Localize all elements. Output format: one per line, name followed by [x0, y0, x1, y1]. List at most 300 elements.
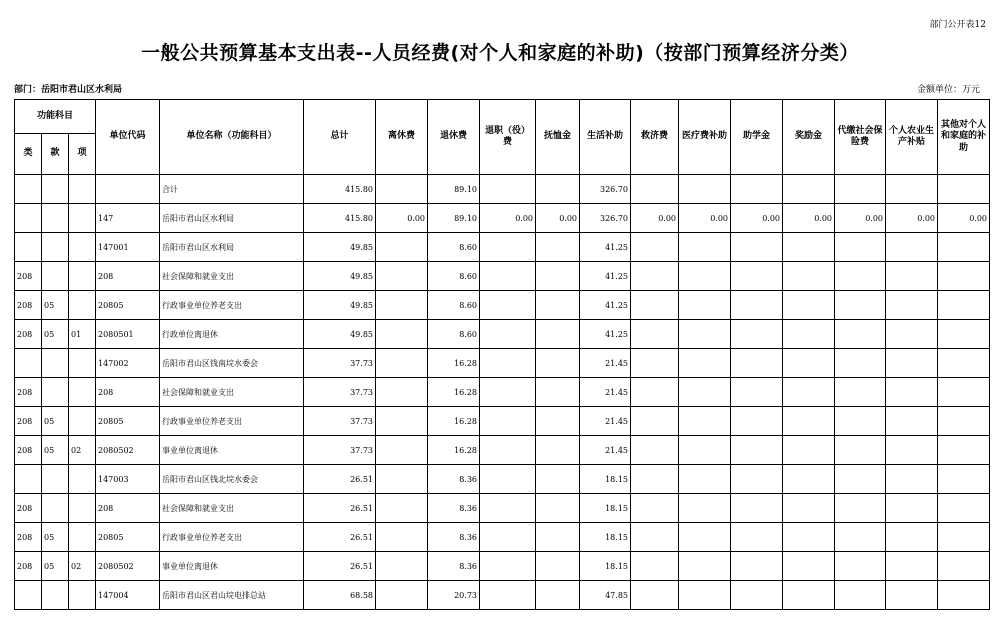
- cell-daijiao: [835, 349, 886, 378]
- cell-xiang: [69, 349, 96, 378]
- cell-qita: [938, 552, 990, 581]
- cell-xiang: 01: [69, 320, 96, 349]
- cell-lei: [15, 233, 42, 262]
- table-row: [15, 523, 990, 552]
- cell-yiliao: [679, 494, 731, 523]
- cell-total: 26.51: [304, 523, 376, 552]
- cell-xiang: [69, 291, 96, 320]
- cell-daijiao: [835, 175, 886, 204]
- cell-shenghuo: 18.15: [580, 552, 631, 581]
- cell-shenghuo: 326.70: [580, 175, 631, 204]
- header-daijiao: 代缴社会保险费: [835, 100, 886, 175]
- cell-lei: 208: [15, 320, 42, 349]
- header-nongye: 个人农业生产补贴: [886, 100, 938, 175]
- table-row: [15, 465, 990, 494]
- cell-qita: [938, 320, 990, 349]
- cell-tuixiu: 8.36: [428, 494, 480, 523]
- cell-fuxu: [536, 233, 580, 262]
- cell-lixiu: [376, 407, 428, 436]
- cell-lei: 208: [15, 552, 42, 581]
- cell-tuizhi: [480, 262, 536, 291]
- cell-tuixiu: 8.36: [428, 523, 480, 552]
- cell-name: 岳阳市君山区水利局: [160, 233, 304, 262]
- cell-kuan: [42, 262, 69, 291]
- cell-nongye: 0.00: [886, 204, 938, 233]
- cell-shenghuo: 41.25: [580, 233, 631, 262]
- cell-jiuji: 0.00: [631, 204, 679, 233]
- cell-fuxu: [536, 523, 580, 552]
- cell-tuizhi: 0.00: [480, 204, 536, 233]
- cell-lixiu: [376, 436, 428, 465]
- cell-total: 415.80: [304, 204, 376, 233]
- cell-yiliao: [679, 552, 731, 581]
- cell-total: 49.85: [304, 262, 376, 291]
- cell-xiang: [69, 407, 96, 436]
- cell-code: 208: [96, 494, 160, 523]
- cell-kuan: [42, 175, 69, 204]
- cell-zhuxue: [731, 552, 783, 581]
- cell-name: 社会保障和就业支出: [160, 378, 304, 407]
- cell-daijiao: [835, 378, 886, 407]
- cell-name: 行政事业单位养老支出: [160, 407, 304, 436]
- cell-total: 37.73: [304, 436, 376, 465]
- cell-yiliao: 0.00: [679, 204, 731, 233]
- table-row: [15, 291, 990, 320]
- cell-tuixiu: 16.28: [428, 378, 480, 407]
- cell-jiangli: [783, 552, 835, 581]
- cell-daijiao: [835, 320, 886, 349]
- cell-tuizhi: [480, 407, 536, 436]
- cell-code: 147002: [96, 349, 160, 378]
- cell-zhuxue: 0.00: [731, 204, 783, 233]
- cell-jiuji: [631, 523, 679, 552]
- cell-fuxu: [536, 581, 580, 610]
- cell-lei: [15, 581, 42, 610]
- cell-name: 行政单位离退休: [160, 320, 304, 349]
- cell-code: 147004: [96, 581, 160, 610]
- cell-jiuji: [631, 175, 679, 204]
- cell-jiuji: [631, 378, 679, 407]
- cell-nongye: [886, 465, 938, 494]
- cell-name: 行政事业单位养老支出: [160, 523, 304, 552]
- cell-xiang: [69, 204, 96, 233]
- cell-jiuji: [631, 320, 679, 349]
- cell-daijiao: [835, 407, 886, 436]
- cell-code: 2080502: [96, 436, 160, 465]
- cell-name: 合计: [160, 175, 304, 204]
- cell-tuizhi: [480, 291, 536, 320]
- header-kuan: 款: [42, 134, 69, 175]
- cell-jiuji: [631, 233, 679, 262]
- header-shenghuo: 生活补助: [580, 100, 631, 175]
- cell-shenghuo: 326.70: [580, 204, 631, 233]
- cell-jiangli: [783, 349, 835, 378]
- cell-jiangli: [783, 494, 835, 523]
- cell-daijiao: [835, 436, 886, 465]
- cell-yiliao: [679, 436, 731, 465]
- cell-fuxu: [536, 552, 580, 581]
- cell-qita: [938, 175, 990, 204]
- cell-nongye: [886, 436, 938, 465]
- cell-nongye: [886, 581, 938, 610]
- table-row: [15, 552, 990, 581]
- cell-qita: [938, 465, 990, 494]
- expenditure-table: [14, 99, 990, 610]
- page-title: 一般公共预算基本支出表--人员经费(对个人和家庭的补助)（按部门预算经济分类）: [141, 42, 859, 64]
- cell-lixiu: [376, 523, 428, 552]
- cell-qita: [938, 407, 990, 436]
- cell-shenghuo: 18.15: [580, 494, 631, 523]
- cell-name: 社会保障和就业支出: [160, 494, 304, 523]
- cell-lixiu: [376, 581, 428, 610]
- header-lei: 类: [15, 134, 42, 175]
- cell-jiangli: [783, 262, 835, 291]
- header-yiliao: 医疗费补助: [679, 100, 731, 175]
- cell-nongye: [886, 233, 938, 262]
- cell-kuan: 05: [42, 523, 69, 552]
- cell-name: 岳阳市君山区水利局: [160, 204, 304, 233]
- cell-fuxu: [536, 262, 580, 291]
- cell-qita: [938, 581, 990, 610]
- cell-code: 208: [96, 262, 160, 291]
- cell-jiangli: [783, 320, 835, 349]
- cell-xiang: [69, 262, 96, 291]
- cell-zhuxue: [731, 465, 783, 494]
- cell-lixiu: [376, 349, 428, 378]
- header-unit-code: 单位代码: [96, 100, 160, 175]
- cell-total: 37.73: [304, 349, 376, 378]
- cell-tuixiu: 8.36: [428, 552, 480, 581]
- cell-yiliao: [679, 523, 731, 552]
- cell-xiang: [69, 494, 96, 523]
- cell-tuizhi: [480, 233, 536, 262]
- cell-zhuxue: [731, 262, 783, 291]
- cell-jiuji: [631, 552, 679, 581]
- cell-fuxu: [536, 349, 580, 378]
- cell-tuizhi: [480, 175, 536, 204]
- cell-zhuxue: [731, 175, 783, 204]
- cell-kuan: [42, 465, 69, 494]
- cell-total: 68.58: [304, 581, 376, 610]
- cell-shenghuo: 21.45: [580, 378, 631, 407]
- cell-total: 26.51: [304, 465, 376, 494]
- cell-nongye: [886, 523, 938, 552]
- cell-code: 147001: [96, 233, 160, 262]
- cell-lei: 208: [15, 436, 42, 465]
- cell-qita: [938, 291, 990, 320]
- cell-nongye: [886, 262, 938, 291]
- cell-tuizhi: [480, 552, 536, 581]
- cell-zhuxue: [731, 291, 783, 320]
- cell-zhuxue: [731, 407, 783, 436]
- cell-name: 岳阳市君山区君山垸电排总站: [160, 581, 304, 610]
- header-total: 总计: [304, 100, 376, 175]
- cell-fuxu: [536, 291, 580, 320]
- table-row: [15, 494, 990, 523]
- cell-daijiao: [835, 465, 886, 494]
- table-row: [15, 581, 990, 610]
- cell-jiuji: [631, 581, 679, 610]
- cell-jiuji: [631, 494, 679, 523]
- cell-lei: [15, 175, 42, 204]
- cell-fuxu: 0.00: [536, 204, 580, 233]
- cell-lixiu: [376, 320, 428, 349]
- cell-shenghuo: 18.15: [580, 465, 631, 494]
- cell-lixiu: [376, 465, 428, 494]
- cell-nongye: [886, 320, 938, 349]
- cell-tuixiu: 16.28: [428, 407, 480, 436]
- cell-fuxu: [536, 175, 580, 204]
- cell-total: 49.85: [304, 320, 376, 349]
- table-row: [15, 204, 990, 233]
- cell-jiuji: [631, 291, 679, 320]
- cell-kuan: 05: [42, 291, 69, 320]
- cell-qita: [938, 523, 990, 552]
- cell-shenghuo: 47.85: [580, 581, 631, 610]
- cell-qita: [938, 262, 990, 291]
- cell-lei: 208: [15, 262, 42, 291]
- cell-daijiao: [835, 523, 886, 552]
- cell-tuizhi: [480, 465, 536, 494]
- cell-lei: 208: [15, 378, 42, 407]
- cell-nongye: [886, 494, 938, 523]
- cell-tuixiu: 8.60: [428, 262, 480, 291]
- cell-jiangli: [783, 465, 835, 494]
- form-number: 部门公开表12: [929, 20, 986, 30]
- cell-total: 26.51: [304, 552, 376, 581]
- table-row: [15, 175, 990, 204]
- cell-jiangli: [783, 436, 835, 465]
- cell-jiangli: [783, 291, 835, 320]
- cell-zhuxue: [731, 320, 783, 349]
- cell-yiliao: [679, 291, 731, 320]
- cell-nongye: [886, 291, 938, 320]
- cell-daijiao: [835, 494, 886, 523]
- cell-yiliao: [679, 349, 731, 378]
- cell-jiuji: [631, 465, 679, 494]
- cell-tuixiu: 89.10: [428, 204, 480, 233]
- cell-tuixiu: 8.60: [428, 233, 480, 262]
- cell-zhuxue: [731, 233, 783, 262]
- unit-label: 金额单位：万元: [916, 85, 980, 95]
- cell-lixiu: [376, 175, 428, 204]
- cell-jiuji: [631, 262, 679, 291]
- cell-total: 37.73: [304, 407, 376, 436]
- cell-zhuxue: [731, 494, 783, 523]
- table-row: [15, 349, 990, 378]
- header-jiangli: 奖励金: [783, 100, 835, 175]
- cell-kuan: 05: [42, 320, 69, 349]
- cell-zhuxue: [731, 378, 783, 407]
- cell-fuxu: [536, 494, 580, 523]
- cell-qita: [938, 349, 990, 378]
- cell-tuizhi: [480, 436, 536, 465]
- cell-kuan: [42, 204, 69, 233]
- cell-lixiu: 0.00: [376, 204, 428, 233]
- cell-code: 2080501: [96, 320, 160, 349]
- cell-tuixiu: 16.28: [428, 436, 480, 465]
- department-label: 部门：岳阳市君山区水利局: [14, 85, 123, 95]
- cell-zhuxue: [731, 349, 783, 378]
- cell-lixiu: [376, 552, 428, 581]
- cell-code: 20805: [96, 407, 160, 436]
- cell-name: 事业单位离退休: [160, 436, 304, 465]
- cell-fuxu: [536, 407, 580, 436]
- cell-nongye: [886, 349, 938, 378]
- cell-jiuji: [631, 407, 679, 436]
- cell-lei: [15, 465, 42, 494]
- cell-daijiao: [835, 291, 886, 320]
- cell-xiang: [69, 581, 96, 610]
- cell-total: 49.85: [304, 291, 376, 320]
- cell-xiang: [69, 523, 96, 552]
- cell-jiangli: [783, 407, 835, 436]
- header-unit-name: 单位名称（功能科目）: [160, 100, 304, 175]
- cell-zhuxue: [731, 581, 783, 610]
- cell-daijiao: [835, 262, 886, 291]
- cell-tuixiu: 16.28: [428, 349, 480, 378]
- cell-name: 岳阳市君山区钱南垸水委会: [160, 349, 304, 378]
- cell-shenghuo: 21.45: [580, 349, 631, 378]
- cell-kuan: [42, 494, 69, 523]
- header-tuixiu: 退休费: [428, 100, 480, 175]
- cell-xiang: [69, 465, 96, 494]
- cell-fuxu: [536, 320, 580, 349]
- cell-tuixiu: 20.73: [428, 581, 480, 610]
- cell-tuizhi: [480, 581, 536, 610]
- cell-shenghuo: 41.25: [580, 262, 631, 291]
- cell-yiliao: [679, 320, 731, 349]
- cell-total: 26.51: [304, 494, 376, 523]
- cell-kuan: 05: [42, 552, 69, 581]
- cell-yiliao: [679, 175, 731, 204]
- cell-code: 2080502: [96, 552, 160, 581]
- table-row: [15, 233, 990, 262]
- cell-fuxu: [536, 436, 580, 465]
- cell-daijiao: [835, 552, 886, 581]
- cell-jiangli: [783, 175, 835, 204]
- cell-yiliao: [679, 378, 731, 407]
- header-zhuxue: 助学金: [731, 100, 783, 175]
- cell-lixiu: [376, 262, 428, 291]
- cell-code: 208: [96, 378, 160, 407]
- cell-tuizhi: [480, 349, 536, 378]
- cell-kuan: [42, 581, 69, 610]
- cell-name: 社会保障和就业支出: [160, 262, 304, 291]
- cell-lixiu: [376, 378, 428, 407]
- cell-lei: 208: [15, 407, 42, 436]
- header-xiang: 项: [69, 134, 96, 175]
- cell-code: 20805: [96, 523, 160, 552]
- cell-qita: [938, 233, 990, 262]
- cell-yiliao: [679, 465, 731, 494]
- cell-shenghuo: 41.25: [580, 320, 631, 349]
- cell-fuxu: [536, 465, 580, 494]
- cell-daijiao: [835, 233, 886, 262]
- table-row: [15, 436, 990, 465]
- cell-kuan: [42, 349, 69, 378]
- cell-tuixiu: 8.36: [428, 465, 480, 494]
- cell-name: 岳阳市君山区钱北垸水委会: [160, 465, 304, 494]
- cell-tuixiu: 89.10: [428, 175, 480, 204]
- header-jiuji: 救济费: [631, 100, 679, 175]
- cell-shenghuo: 21.45: [580, 407, 631, 436]
- cell-tuixiu: 8.60: [428, 320, 480, 349]
- cell-yiliao: [679, 581, 731, 610]
- cell-code: 147003: [96, 465, 160, 494]
- header-lixiu: 离休费: [376, 100, 428, 175]
- cell-jiuji: [631, 436, 679, 465]
- cell-shenghuo: 21.45: [580, 436, 631, 465]
- cell-xiang: [69, 378, 96, 407]
- cell-total: 49.85: [304, 233, 376, 262]
- cell-tuizhi: [480, 378, 536, 407]
- cell-kuan: 05: [42, 436, 69, 465]
- cell-nongye: [886, 378, 938, 407]
- cell-nongye: [886, 407, 938, 436]
- cell-nongye: [886, 175, 938, 204]
- cell-jiangli: [783, 378, 835, 407]
- cell-daijiao: 0.00: [835, 204, 886, 233]
- cell-jiuji: [631, 349, 679, 378]
- header-qita: 其他对个人和家庭的补助: [938, 100, 990, 175]
- cell-lei: 208: [15, 291, 42, 320]
- cell-daijiao: [835, 581, 886, 610]
- cell-xiang: 02: [69, 552, 96, 581]
- table-row: [15, 378, 990, 407]
- cell-xiang: [69, 175, 96, 204]
- cell-fuxu: [536, 378, 580, 407]
- cell-name: 事业单位离退休: [160, 552, 304, 581]
- cell-kuan: 05: [42, 407, 69, 436]
- cell-lixiu: [376, 233, 428, 262]
- cell-code: [96, 175, 160, 204]
- cell-shenghuo: 18.15: [580, 523, 631, 552]
- cell-lei: [15, 349, 42, 378]
- cell-xiang: 02: [69, 436, 96, 465]
- cell-yiliao: [679, 407, 731, 436]
- cell-lixiu: [376, 494, 428, 523]
- cell-lei: 208: [15, 494, 42, 523]
- cell-code: 147: [96, 204, 160, 233]
- header-fuxu: 抚恤金: [536, 100, 580, 175]
- cell-jiangli: [783, 581, 835, 610]
- cell-kuan: [42, 378, 69, 407]
- cell-tuizhi: [480, 320, 536, 349]
- cell-kuan: [42, 233, 69, 262]
- cell-total: 37.73: [304, 378, 376, 407]
- header-func-group: 功能科目: [15, 100, 96, 134]
- cell-jiangli: [783, 523, 835, 552]
- cell-yiliao: [679, 233, 731, 262]
- cell-tuizhi: [480, 523, 536, 552]
- table-row: [15, 262, 990, 291]
- cell-jiangli: [783, 233, 835, 262]
- header-tuizhi: 退职（役）费: [480, 100, 536, 175]
- cell-nongye: [886, 552, 938, 581]
- cell-qita: [938, 378, 990, 407]
- cell-qita: [938, 494, 990, 523]
- cell-lei: [15, 204, 42, 233]
- cell-qita: [938, 436, 990, 465]
- cell-yiliao: [679, 262, 731, 291]
- cell-jiangli: 0.00: [783, 204, 835, 233]
- table-row: [15, 407, 990, 436]
- cell-code: 20805: [96, 291, 160, 320]
- cell-shenghuo: 41.25: [580, 291, 631, 320]
- cell-qita: 0.00: [938, 204, 990, 233]
- cell-lei: 208: [15, 523, 42, 552]
